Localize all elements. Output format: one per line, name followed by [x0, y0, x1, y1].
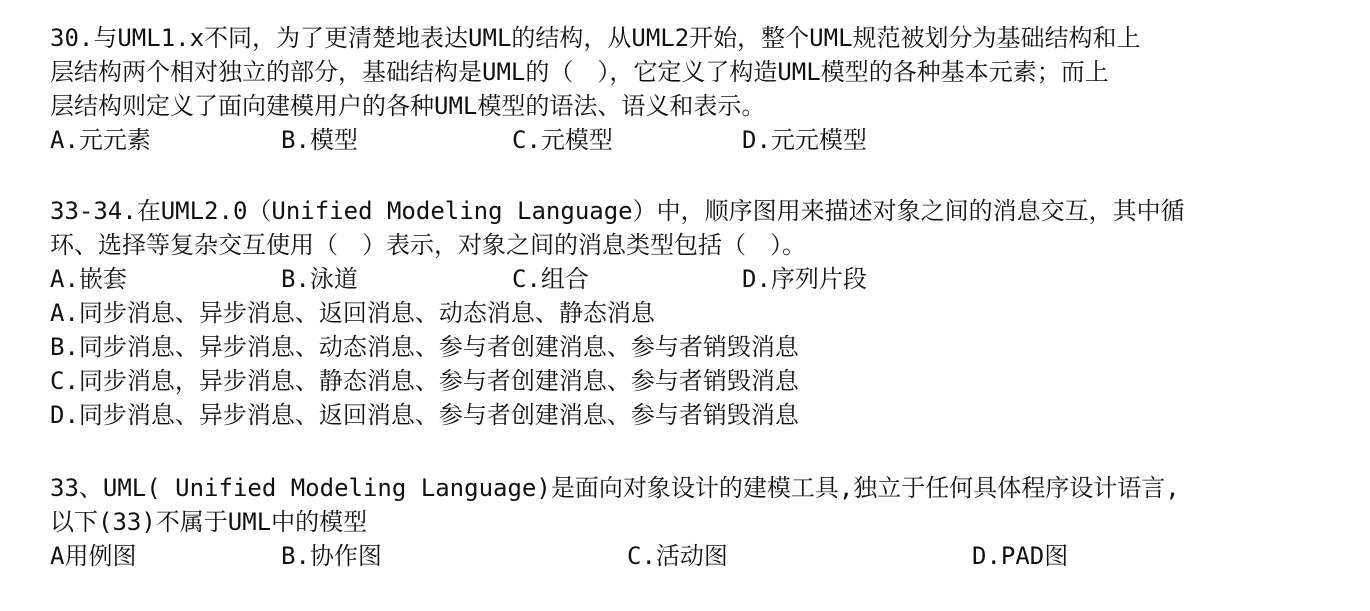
question-34-option-b: B.同步消息、异步消息、动态消息、参与者创建消息、参与者销毁消息 [50, 333, 799, 361]
question-33-option-c: C.组合 [512, 265, 589, 293]
question-30-option-c: C.元模型 [512, 126, 613, 154]
question-33-options [50, 262, 1345, 296]
question-33-uml-option-d: D.PAD图 [972, 542, 1069, 570]
question-33-34-stem [50, 194, 1345, 262]
question-33-option-b: B.泳道 [281, 265, 358, 293]
question-33-uml-line-1: 33、UML( Unified Modeling Language)是面向对象设计的建模工具,独立于任何具体程序设计语言, [50, 474, 1180, 502]
question-34-option-d: D.同步消息、异步消息、返回消息、参与者创建消息、参与者销毁消息 [50, 401, 799, 429]
question-30-option-d: D.元元模型 [742, 126, 867, 154]
question-30-line-1: 30.与UML1.x不同，为了更清楚地表达UML的结构，从UML2开始，整个UML规范被划分为基础结构和上 [50, 24, 1141, 52]
question-33-34-line-2: 环、选择等复杂交互使用（ ）表示，对象之间的消息类型包括（ ）。 [50, 231, 806, 259]
question-33-uml-option-a: A用例图 [50, 542, 137, 570]
question-33-uml-stem [50, 471, 1345, 539]
question-30-line-2: 层结构两个相对独立的部分，基础结构是UML的（ ），它定义了构造UML模型的各种基本元素；而上 [50, 58, 1109, 86]
question-30-line-3: 层结构则定义了面向建模用户的各种UML模型的语法、语义和表示。 [50, 92, 766, 120]
question-33-34-line-1: 33-34.在UML2.0（Unified Modeling Language）中，顺序图用来描述对象之间的消息交互，其中循 [50, 197, 1185, 225]
question-33-uml-line-2: 以下(33)不属于UML中的模型 [50, 508, 368, 536]
question-33-34 [50, 194, 1345, 432]
question-30-stem [50, 21, 1345, 123]
question-33-uml-options [50, 539, 1345, 573]
question-34-option-c: C.同步消息，异步消息、静态消息、参与者创建消息、参与者销毁消息 [50, 367, 799, 395]
question-33-uml-option-b: B.协作图 [281, 542, 382, 570]
question-33-uml [50, 471, 1345, 573]
question-30-option-b: B.模型 [281, 126, 358, 154]
question-30 [50, 21, 1345, 157]
question-33-option-d: D.序列片段 [742, 265, 867, 293]
question-33-uml-option-c: C.活动图 [627, 542, 728, 570]
question-30-options [50, 123, 1345, 157]
question-30-option-a: A.元元素 [50, 126, 151, 154]
question-34-option-a: A.同步消息、异步消息、返回消息、动态消息、静态消息 [50, 299, 655, 327]
question-34-options [50, 296, 1345, 432]
question-33-option-a: A.嵌套 [50, 265, 127, 293]
